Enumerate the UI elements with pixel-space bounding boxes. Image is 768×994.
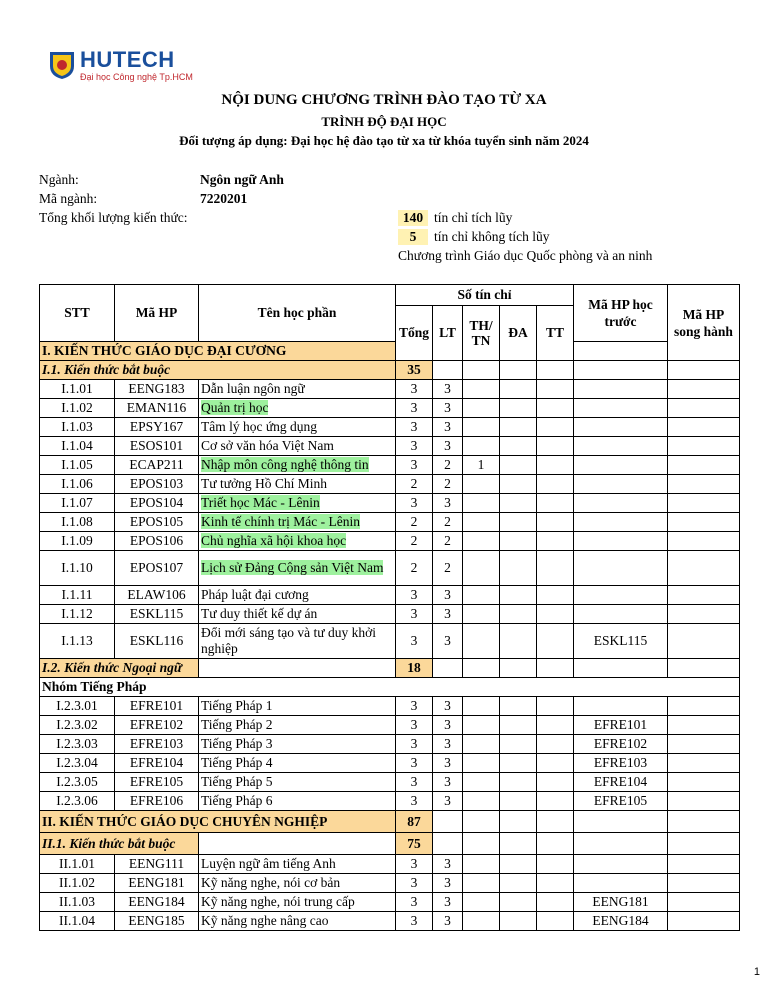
cell-code: EENG181 bbox=[115, 874, 199, 893]
cell-code: EFRE102 bbox=[115, 716, 199, 735]
cell-total: 3 bbox=[396, 893, 433, 912]
cell-th bbox=[463, 551, 500, 586]
cell-code: ELAW106 bbox=[115, 586, 199, 605]
cell-stt: I.2.3.03 bbox=[40, 735, 115, 754]
cell-lt: 3 bbox=[433, 792, 463, 811]
cell-lt: 3 bbox=[433, 418, 463, 437]
curriculum-table bbox=[39, 284, 740, 931]
cell-stt: I.1.02 bbox=[40, 399, 115, 418]
cell-name: Chủ nghĩa xã hội khoa học bbox=[199, 532, 396, 551]
header-coreq: Mã HP song hành bbox=[668, 285, 740, 361]
cell-prereq bbox=[574, 513, 668, 532]
table-row bbox=[40, 532, 740, 551]
cell-prereq bbox=[574, 418, 668, 437]
cell-th bbox=[463, 399, 500, 418]
cell-code: ESOS101 bbox=[115, 437, 199, 456]
cell-lt: 3 bbox=[433, 716, 463, 735]
section-title: I.2. Kiến thức Ngoại ngữ bbox=[40, 659, 199, 678]
cell-stt: I.1.01 bbox=[40, 380, 115, 399]
table-row bbox=[40, 912, 740, 931]
defense-note: Chương trình Giáo dục Quốc phòng và an ninh bbox=[398, 248, 653, 263]
table-row bbox=[40, 418, 740, 437]
cell-prereq bbox=[574, 532, 668, 551]
cell-name: Kỹ năng nghe nâng cao bbox=[199, 912, 396, 931]
cell-prereq bbox=[574, 697, 668, 716]
section-row bbox=[40, 342, 740, 361]
cell-lt: 3 bbox=[433, 437, 463, 456]
cell-th bbox=[463, 437, 500, 456]
cell-total: 3 bbox=[396, 792, 433, 811]
table-row bbox=[40, 874, 740, 893]
cell-th bbox=[463, 874, 500, 893]
header-prereq: Mã HP học trước bbox=[574, 285, 668, 342]
cell-code: EPOS103 bbox=[115, 475, 199, 494]
cell-th bbox=[463, 792, 500, 811]
cell-total: 3 bbox=[396, 874, 433, 893]
cell-total: 3 bbox=[396, 605, 433, 624]
cell-total: 3 bbox=[396, 399, 433, 418]
logo-name: HUTECH bbox=[80, 47, 175, 72]
cell-lt: 3 bbox=[433, 855, 463, 874]
cell-lt: 2 bbox=[433, 551, 463, 586]
cell-code: ESKL116 bbox=[115, 624, 199, 659]
cell-total: 3 bbox=[396, 754, 433, 773]
cell-code: EFRE105 bbox=[115, 773, 199, 792]
cell-total: 3 bbox=[396, 716, 433, 735]
credits-accum-text: tín chỉ tích lũy bbox=[434, 210, 513, 225]
table-row bbox=[40, 399, 740, 418]
cell-stt: II.1.04 bbox=[40, 912, 115, 931]
header-da: ĐA bbox=[500, 306, 537, 361]
cell-code: EENG184 bbox=[115, 893, 199, 912]
page-number: 1 bbox=[753, 966, 760, 978]
cell-stt: I.1.12 bbox=[40, 605, 115, 624]
cell-total: 3 bbox=[396, 697, 433, 716]
cell-stt: I.1.09 bbox=[40, 532, 115, 551]
cell-lt: 3 bbox=[433, 735, 463, 754]
cell-total: 2 bbox=[396, 532, 433, 551]
logo-tagline: Đại học Công nghệ Tp.HCM bbox=[80, 72, 193, 82]
cell-name: Tiếng Pháp 5 bbox=[199, 773, 396, 792]
cell-total: 3 bbox=[396, 735, 433, 754]
cell-name: Luyện ngữ âm tiếng Anh bbox=[199, 855, 396, 874]
header-name: Tên học phần bbox=[199, 285, 396, 342]
section-title: I.1. Kiến thức bắt buộc bbox=[40, 361, 396, 380]
cell-name: Đổi mới sáng tạo và tư duy khởi nghiệp bbox=[199, 624, 396, 659]
table-row bbox=[40, 380, 740, 399]
table-row bbox=[40, 551, 740, 586]
section-total: 18 bbox=[396, 659, 433, 678]
section-total: 35 bbox=[396, 361, 433, 380]
credits-accum: 140 bbox=[398, 210, 428, 226]
cell-prereq: EFRE103 bbox=[574, 754, 668, 773]
table-header-row bbox=[40, 285, 740, 306]
cell-name: Tiếng Pháp 1 bbox=[199, 697, 396, 716]
cell-name: Dẫn luận ngôn ngữ bbox=[199, 380, 396, 399]
cell-stt: I.1.10 bbox=[40, 551, 115, 586]
cell-name: Pháp luật đại cương bbox=[199, 586, 396, 605]
table-row bbox=[40, 494, 740, 513]
cell-lt: 3 bbox=[433, 399, 463, 418]
cell-prereq: EENG184 bbox=[574, 912, 668, 931]
cell-code: EENG111 bbox=[115, 855, 199, 874]
header-total: Tổng bbox=[396, 306, 433, 361]
cell-stt: I.1.04 bbox=[40, 437, 115, 456]
table-row bbox=[40, 716, 740, 735]
cell-name: Kinh tế chính trị Mác - Lênin bbox=[199, 513, 396, 532]
cell-stt: I.2.3.04 bbox=[40, 754, 115, 773]
cell-prereq bbox=[574, 874, 668, 893]
table-row bbox=[40, 735, 740, 754]
section-row bbox=[40, 811, 740, 833]
header-stt: STT bbox=[40, 285, 115, 342]
table-row bbox=[40, 893, 740, 912]
cell-code: EFRE103 bbox=[115, 735, 199, 754]
cell-stt: II.1.02 bbox=[40, 874, 115, 893]
header-th: TH/ TN bbox=[463, 306, 500, 361]
cell-lt: 3 bbox=[433, 697, 463, 716]
cell-lt: 3 bbox=[433, 494, 463, 513]
cell-th bbox=[463, 532, 500, 551]
cell-prereq: EFRE105 bbox=[574, 792, 668, 811]
cell-th bbox=[463, 586, 500, 605]
cell-name: Tiếng Pháp 3 bbox=[199, 735, 396, 754]
cell-code: EPOS107 bbox=[115, 551, 199, 586]
cell-th: 1 bbox=[463, 456, 500, 475]
table-row bbox=[40, 475, 740, 494]
page-title: NỘI DUNG CHƯƠNG TRÌNH ĐÀO TẠO TỪ XA bbox=[221, 92, 547, 108]
cell-total: 2 bbox=[396, 551, 433, 586]
cell-code: EFRE104 bbox=[115, 754, 199, 773]
cell-code: ECAP211 bbox=[115, 456, 199, 475]
cell-th bbox=[463, 893, 500, 912]
cell-stt: I.2.3.02 bbox=[40, 716, 115, 735]
cell-code: EFRE101 bbox=[115, 697, 199, 716]
cell-lt: 3 bbox=[433, 586, 463, 605]
cell-lt: 3 bbox=[433, 605, 463, 624]
cell-th bbox=[463, 716, 500, 735]
table-row bbox=[40, 697, 740, 716]
header-tt: TT bbox=[537, 306, 574, 361]
credits-non-text: tín chỉ không tích lũy bbox=[434, 229, 550, 244]
shield-icon bbox=[48, 50, 76, 80]
cell-name: Tiếng Pháp 2 bbox=[199, 716, 396, 735]
cell-code: EPOS106 bbox=[115, 532, 199, 551]
cell-total: 3 bbox=[396, 624, 433, 659]
table-row bbox=[40, 624, 740, 659]
cell-stt: I.1.07 bbox=[40, 494, 115, 513]
cell-prereq bbox=[574, 380, 668, 399]
group-title: Nhóm Tiếng Pháp bbox=[40, 678, 740, 697]
cell-lt: 3 bbox=[433, 874, 463, 893]
cell-code: EPOS105 bbox=[115, 513, 199, 532]
cell-th bbox=[463, 494, 500, 513]
cell-stt: II.1.03 bbox=[40, 893, 115, 912]
cell-code: EPSY167 bbox=[115, 418, 199, 437]
cell-lt: 3 bbox=[433, 380, 463, 399]
cell-stt: I.1.08 bbox=[40, 513, 115, 532]
table-row bbox=[40, 513, 740, 532]
cell-th bbox=[463, 380, 500, 399]
cell-th bbox=[463, 624, 500, 659]
cell-lt: 3 bbox=[433, 773, 463, 792]
code-label: Mã ngành: bbox=[39, 191, 98, 206]
table-row bbox=[40, 605, 740, 624]
cell-total: 3 bbox=[396, 380, 433, 399]
cell-th bbox=[463, 773, 500, 792]
cell-stt: I.1.11 bbox=[40, 586, 115, 605]
cell-prereq bbox=[574, 855, 668, 874]
cell-lt: 2 bbox=[433, 532, 463, 551]
major-value: Ngôn ngữ Anh bbox=[200, 172, 284, 187]
cell-th bbox=[463, 513, 500, 532]
table-row bbox=[40, 773, 740, 792]
cell-total: 3 bbox=[396, 586, 433, 605]
cell-prereq bbox=[574, 494, 668, 513]
cell-stt: I.1.13 bbox=[40, 624, 115, 659]
cell-code: EFRE106 bbox=[115, 792, 199, 811]
cell-prereq: EFRE102 bbox=[574, 735, 668, 754]
table-row bbox=[40, 586, 740, 605]
cell-prereq: ESKL115 bbox=[574, 624, 668, 659]
cell-total: 3 bbox=[396, 855, 433, 874]
cell-total: 3 bbox=[396, 418, 433, 437]
cell-th bbox=[463, 697, 500, 716]
cell-code: EPOS104 bbox=[115, 494, 199, 513]
cell-stt: I.1.06 bbox=[40, 475, 115, 494]
hutech-logo bbox=[48, 47, 198, 84]
cell-prereq bbox=[574, 605, 668, 624]
cell-lt: 2 bbox=[433, 475, 463, 494]
cell-stt: II.1.01 bbox=[40, 855, 115, 874]
section-title: I. KIẾN THỨC GIÁO DỤC ĐẠI CƯƠNG bbox=[40, 342, 396, 361]
cell-th bbox=[463, 475, 500, 494]
header-code: Mã HP bbox=[115, 285, 199, 342]
table-row bbox=[40, 456, 740, 475]
total-label: Tổng khối lượng kiến thức: bbox=[39, 210, 188, 225]
cell-stt: I.1.05 bbox=[40, 456, 115, 475]
cell-name: Tâm lý học ứng dụng bbox=[199, 418, 396, 437]
cell-total: 3 bbox=[396, 912, 433, 931]
cell-name: Nhập môn công nghệ thông tin bbox=[199, 456, 396, 475]
cell-code: EMAN116 bbox=[115, 399, 199, 418]
table-row bbox=[40, 754, 740, 773]
cell-lt: 2 bbox=[433, 513, 463, 532]
cell-prereq: EFRE101 bbox=[574, 716, 668, 735]
cell-lt: 3 bbox=[433, 912, 463, 931]
section-row bbox=[40, 833, 740, 855]
cell-stt: I.1.03 bbox=[40, 418, 115, 437]
cell-lt: 3 bbox=[433, 754, 463, 773]
cell-code: EENG183 bbox=[115, 380, 199, 399]
cell-code: EENG185 bbox=[115, 912, 199, 931]
cell-total: 3 bbox=[396, 437, 433, 456]
cell-prereq bbox=[574, 586, 668, 605]
cell-name: Tư duy thiết kế dự án bbox=[199, 605, 396, 624]
section-row bbox=[40, 659, 740, 678]
cell-th bbox=[463, 605, 500, 624]
table-row bbox=[40, 437, 740, 456]
cell-name: Tư tưởng Hồ Chí Minh bbox=[199, 475, 396, 494]
cell-name: Kỹ năng nghe, nói trung cấp bbox=[199, 893, 396, 912]
cell-code: ESKL115 bbox=[115, 605, 199, 624]
group-row bbox=[40, 678, 740, 697]
cell-prereq: EENG181 bbox=[574, 893, 668, 912]
cell-prereq bbox=[574, 475, 668, 494]
cell-th bbox=[463, 912, 500, 931]
section-total: 87 bbox=[396, 811, 433, 833]
cell-th bbox=[463, 735, 500, 754]
header-credits-group: Số tín chỉ bbox=[396, 285, 574, 306]
cell-total: 3 bbox=[396, 773, 433, 792]
section-total: 75 bbox=[396, 833, 433, 855]
cell-prereq bbox=[574, 437, 668, 456]
credits-non: 5 bbox=[398, 229, 428, 245]
section-title: II. KIẾN THỨC GIÁO DỤC CHUYÊN NGHIỆP bbox=[40, 811, 396, 833]
cell-total: 3 bbox=[396, 494, 433, 513]
cell-name: Cơ sở văn hóa Việt Nam bbox=[199, 437, 396, 456]
cell-name: Lịch sử Đảng Cộng sản Việt Nam bbox=[199, 551, 396, 586]
table-row bbox=[40, 855, 740, 874]
cell-th bbox=[463, 855, 500, 874]
cell-th bbox=[463, 754, 500, 773]
cell-stt: I.2.3.05 bbox=[40, 773, 115, 792]
cell-name: Kỹ năng nghe, nói cơ bản bbox=[199, 874, 396, 893]
cell-stt: I.2.3.01 bbox=[40, 697, 115, 716]
cell-prereq bbox=[574, 456, 668, 475]
cell-lt: 2 bbox=[433, 456, 463, 475]
section-title: II.1. Kiến thức bắt buộc bbox=[40, 833, 199, 855]
cell-total: 2 bbox=[396, 475, 433, 494]
page-subtitle: TRÌNH ĐỘ ĐẠI HỌC bbox=[321, 114, 447, 129]
cell-prereq bbox=[574, 399, 668, 418]
cell-stt: I.2.3.06 bbox=[40, 792, 115, 811]
cell-name: Quản trị học bbox=[199, 399, 396, 418]
table-row bbox=[40, 792, 740, 811]
audience-line: Đối tượng áp dụng: Đại học hệ đào tạo từ xa từ khóa tuyển sinh năm 2024 bbox=[179, 133, 589, 148]
cell-name: Tiếng Pháp 4 bbox=[199, 754, 396, 773]
cell-lt: 3 bbox=[433, 893, 463, 912]
section-row bbox=[40, 361, 740, 380]
cell-prereq bbox=[574, 551, 668, 586]
cell-th bbox=[463, 418, 500, 437]
cell-name: Tiếng Pháp 6 bbox=[199, 792, 396, 811]
cell-total: 3 bbox=[396, 456, 433, 475]
code-value: 7220201 bbox=[200, 191, 248, 206]
cell-lt: 3 bbox=[433, 624, 463, 659]
cell-name: Triết học Mác - Lênin bbox=[199, 494, 396, 513]
cell-prereq: EFRE104 bbox=[574, 773, 668, 792]
header-lt: LT bbox=[433, 306, 463, 361]
cell-total: 2 bbox=[396, 513, 433, 532]
major-label: Ngành: bbox=[39, 172, 79, 187]
